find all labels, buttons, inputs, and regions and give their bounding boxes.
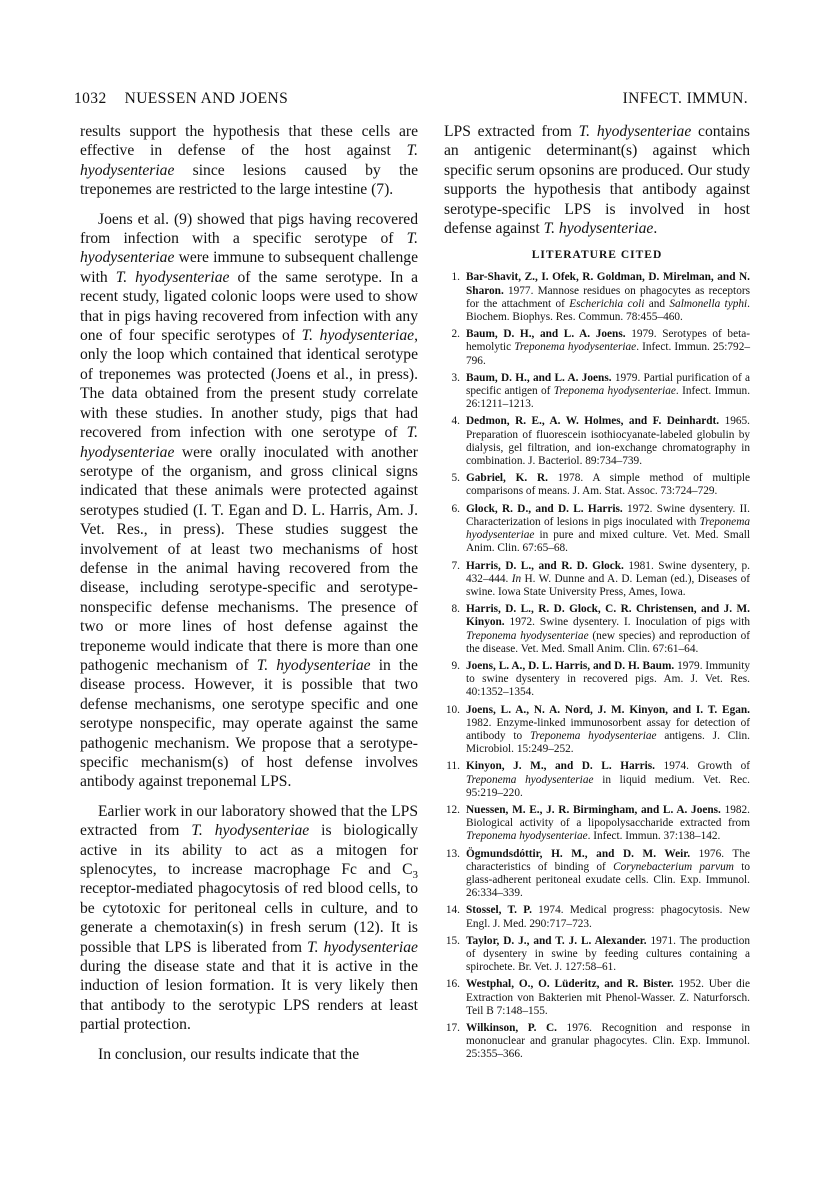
text-run: Bar-Shavit, Z., I. Ofek, R. Goldman, D. Mirelman, and N. Sharon.	[466, 271, 750, 297]
text-run: Escherichia coli	[569, 297, 645, 310]
reference-item	[444, 328, 750, 368]
text-run: 1982. Biological activity of a lipopolysaccharide extracted from	[466, 803, 750, 830]
text-run: . Infect. Immun. 37:138–142.	[587, 830, 721, 843]
left-column	[80, 122, 418, 1064]
reference-number: 4.	[451, 415, 460, 428]
page-header-left	[74, 90, 288, 108]
text-run: 1972. Swine dysentery. I. Inoculation of pigs with	[504, 616, 750, 629]
text-run: H. W. Dunne and A. D. Leman (ed.), Diseases of swine. Iowa State University Press, Ames, Iowa.	[466, 572, 750, 598]
text-run: Treponema hyodysenteriae	[466, 629, 589, 642]
text-run: Westphal, O., O. Lüderitz, and R. Bister.	[466, 978, 674, 991]
text-run: 1952. Uber die Extraction von Bakterien mit Phenol-Wasser. Z. Naturforsch. Teil B 7:148–155.	[466, 978, 750, 1017]
reference-item	[444, 1022, 750, 1062]
reference-item	[444, 660, 750, 700]
text-run: 1977. Mannose residues on phagocytes as receptors for the attachment of	[466, 284, 750, 310]
text-run: 1979. Partial purification of a specific antigen of	[466, 371, 751, 398]
text-run: 1979. Immunity to swine dysentery in recovered pigs. Am. J. Vet. Res. 40:1352–1354.	[466, 659, 750, 699]
text-run: Joens, L. A., D. L. Harris, and D. H. Baum.	[466, 659, 675, 672]
reference-item	[444, 271, 750, 324]
reference-item	[444, 560, 750, 600]
text-run: during the disease state and that it is active in the induction of lesion formation. It is very likely then that antibody to the serotypic LPS renders at least partial protection.	[80, 958, 418, 1034]
text-run: .	[653, 220, 658, 238]
discussion-paragraph-2	[80, 210, 418, 792]
reference-number: 7.	[451, 559, 460, 572]
reference-number: 8.	[451, 603, 460, 616]
text-run: Baum, D. H., and L. A. Joens.	[466, 328, 626, 341]
conclusion-paragraph-start	[80, 1045, 418, 1064]
text-run: Treponema hyodysenteriae	[514, 341, 637, 354]
text-run: T. hyodysenteriae	[543, 220, 654, 238]
text-run: Glock, R. D., and D. L. Harris.	[466, 502, 623, 515]
text-run: In conclusion, our results indicate that the	[98, 1045, 360, 1063]
text-run: Joens, L. A., N. A. Nord, J. M. Kinyon, and I. T. Egan.	[466, 703, 750, 716]
text-run: contains an antigenic determinant(s) against which specific serum opsonins are produced. Our study supports the hypothesis that antibody against serotype-specific LPS is involved in host defense against	[444, 123, 750, 238]
conclusion-paragraph-continued	[444, 122, 750, 238]
reference-number: 5.	[451, 472, 460, 485]
text-run: T. hyodysenteriae	[191, 822, 310, 840]
text-run: 1974. Medical progress: phagocytosis. New Engl. J. Med. 290:717–723.	[466, 904, 750, 930]
reference-item	[444, 760, 750, 800]
text-run: and	[644, 297, 670, 310]
reference-number: 3.	[451, 371, 460, 384]
text-run: Stossel, T. P.	[466, 904, 532, 917]
text-run: in pure and mixed culture. Vet. Med. Small Anim. Clin. 67:65–68.	[466, 529, 750, 555]
text-run: were immune to subsequent challenge with	[80, 249, 418, 286]
text-run: Earlier work in our laboratory showed that the LPS extracted from	[80, 802, 418, 840]
text-run: to glass-adherent peritoneal exudate cells. Clin. Exp. Immunol. 26:334–339.	[466, 860, 750, 900]
text-run: 1978. A simple method of multiple comparisons of means. J. Am. Stat. Assoc. 73:724–729.	[466, 472, 750, 498]
text-run: T. hyodysenteriae	[301, 327, 415, 345]
reference-number: 16.	[445, 978, 460, 991]
text-run: in the disease process. However, it is possible that two defense mechanisms, one serotype specific and one serotype nonspecific, may operate against the same pathogenic mechanism. We propose that a serotype-specific mechanism(s) of host defense involves antibody against treponemal LPS.	[80, 656, 418, 791]
reference-number: 13.	[445, 847, 460, 860]
text-run: T. hyodysenteriae	[578, 123, 692, 140]
text-run: Treponema hyodysenteriae	[529, 729, 657, 742]
text-run: Ögmundsdóttir, H. M., and D. M. Weir.	[466, 847, 691, 860]
text-run: receptor-mediated phagocytosis of red blood cells, to be cytotoxic for peritoneal cells in culture, and to generate a chemotaxin(s) in fresh serum (12). It is possible that LPS is liberated from	[80, 880, 418, 956]
reference-item	[444, 848, 750, 901]
reference-number: 1.	[451, 271, 460, 284]
text-run: , only the loop which contained that identical serotype of treponemes was protected (Joens et al., in press). The data obtained from the present study correlate with these studies. In another study, pigs that had recovered from infection with one serotype of	[80, 327, 418, 442]
text-run: 1982. Enzyme-linked immunosorbent assay for detection of antibody to	[466, 716, 750, 742]
text-run: Treponema hyodysenteriae	[466, 773, 594, 786]
text-run: T. hyodysenteriae	[80, 424, 418, 461]
text-run: 1972. Swine dysentery. II. Characterization of lesions in pigs inoculated with	[466, 502, 750, 528]
reference-number: 14.	[445, 904, 460, 917]
text-run: Harris, D. L., R. D. Glock, C. R. Christensen, and J. M. Kinyon.	[466, 603, 750, 629]
text-run: T. hyodysenteriae	[256, 656, 371, 674]
text-run: LPS extracted from	[444, 123, 579, 140]
reference-item	[444, 415, 750, 468]
text-run: Dedmon, R. E., A. W. Holmes, and F. Deinhardt.	[466, 415, 720, 428]
text-run: 1981. Swine dysentery, p. 432–444.	[466, 559, 750, 585]
text-run: 3	[412, 869, 418, 882]
reference-number: 9.	[451, 659, 460, 672]
text-run: Treponema hyodysenteriae	[553, 385, 676, 398]
text-run: results support the hypothesis that these cells are effective in defense of the host against	[80, 123, 418, 160]
text-run: Salmonella typhi	[669, 297, 748, 310]
text-run: Harris, D. L., and R. D. Glock.	[466, 559, 624, 572]
text-run: Gabriel, K. R.	[466, 472, 548, 485]
text-run: Joens et al. (9) showed that pigs having recovered from infection with a specific serotype of	[80, 210, 418, 248]
reference-item	[444, 503, 750, 556]
text-run: Taylor, D. J., and T. J. L. Alexander.	[466, 934, 647, 947]
text-run: 1979. Serotypes of beta-hemolytic	[466, 328, 751, 354]
text-run: Corynebacterium parvum	[613, 860, 734, 873]
reference-item	[444, 904, 750, 930]
text-run: Baum, D. H., and L. A. Joens.	[466, 371, 612, 384]
discussion-paragraph-1	[80, 122, 418, 200]
text-run: Treponema hyodysenteriae	[466, 830, 588, 843]
text-run: were orally inoculated with another serotype of the organism, and gross clinical signs indicated that these animals were protected against serotypes studied (I. T. Egan and D. L. Harris, Am. J. Vet. Res., in press). These studies suggest the involvement of at least two mechanisms of host defense in the animal having recovered from the disease, including serotype-specific and serotype-nonspecific defense mechanisms. The presence of two or more lines of host defense against the treponeme would indicate that there is more than one pathogenic mechanism of	[80, 443, 418, 674]
text-run: T. hyodysenteriae	[80, 142, 418, 179]
reference-item	[444, 704, 750, 757]
text-run: is biologically active in its ability to act as a mitogen for splenocytes, to increase macrophage Fc and C	[80, 822, 418, 879]
right-column	[444, 122, 750, 1066]
journal-abbreviation: INFECT. IMMUN.	[622, 90, 748, 107]
text-run: Kinyon, J. M., and D. L. Harris.	[466, 760, 656, 773]
text-run: . Biochem. Biophys. Res. Commun. 78:455–460.	[466, 297, 750, 324]
reference-item	[444, 603, 750, 656]
text-run: Nuessen, M. E., J. R. Birmingham, and L. A. Joens.	[466, 803, 721, 816]
text-run: in liquid medium. Vet. Rec. 95:219–220.	[466, 773, 751, 799]
text-run: Treponema hyodysenteriae	[466, 515, 750, 542]
text-run: (new species) and reproduction of the disease. Vet. Med. Small Anim. Clin. 67:61–64.	[466, 629, 751, 655]
reference-item	[444, 978, 750, 1018]
text-run: . Infect. Immun. 25:792–796.	[466, 341, 750, 367]
reference-list	[444, 271, 750, 1061]
text-run: 1971. The production of dysentery in swine by feeding cultures containing a spirochete. Br. Vet. J. 127:58–61.	[466, 934, 750, 974]
text-run: In	[511, 572, 522, 585]
literature-cited-heading: LITERATURE CITED	[531, 249, 663, 262]
text-run: 1965. Preparation of fluorescein isothiocyanate-labeled globulin by dialysis, gel filtration, and ion-exchange chromatography in combination. J. Bacteriol. 89:734–739.	[466, 415, 750, 468]
reference-item	[444, 804, 750, 844]
reference-number: 10.	[445, 703, 460, 716]
reference-number: 15.	[445, 934, 460, 947]
reference-number: 2.	[451, 328, 460, 341]
reference-item	[444, 935, 750, 975]
reference-item	[444, 372, 750, 412]
text-run: Wilkinson, P. C.	[466, 1022, 557, 1034]
reference-number: 11.	[446, 760, 460, 773]
page-number: 1032	[74, 90, 107, 107]
running-title: NUESSEN AND JOENS	[124, 90, 289, 107]
text-run: . Infect. Immun. 26:1211–1213.	[466, 385, 751, 411]
reference-item	[444, 472, 750, 498]
text-run: 1976. The characteristics of binding of	[466, 847, 750, 873]
text-run: T. hyodysenteriae	[307, 938, 418, 956]
discussion-paragraph-3	[80, 802, 418, 1035]
text-run: 1976. Recognition and response in mononuclear and granular phagocytes. Clin. Exp. Immunol. 25:355–366.	[466, 1022, 751, 1061]
text-run: since lesions caused by the treponemes are restricted to the large intestine (7).	[80, 161, 418, 199]
text-run: T. hyodysenteriae	[80, 230, 418, 267]
reference-number: 17.	[445, 1022, 460, 1034]
reference-number: 12.	[445, 803, 460, 816]
text-run: T. hyodysenteriae	[115, 268, 230, 286]
text-run: of the same serotype. In a recent study, ligated colonic loops were used to show that in pigs having recovered from infection with any one of four specific serotypes of	[80, 268, 419, 345]
text-run: antigens. J. Clin. Microbiol. 15:249–252.	[466, 729, 750, 756]
reference-number: 6.	[451, 502, 460, 515]
text-run: 1974. Growth of	[655, 760, 750, 773]
